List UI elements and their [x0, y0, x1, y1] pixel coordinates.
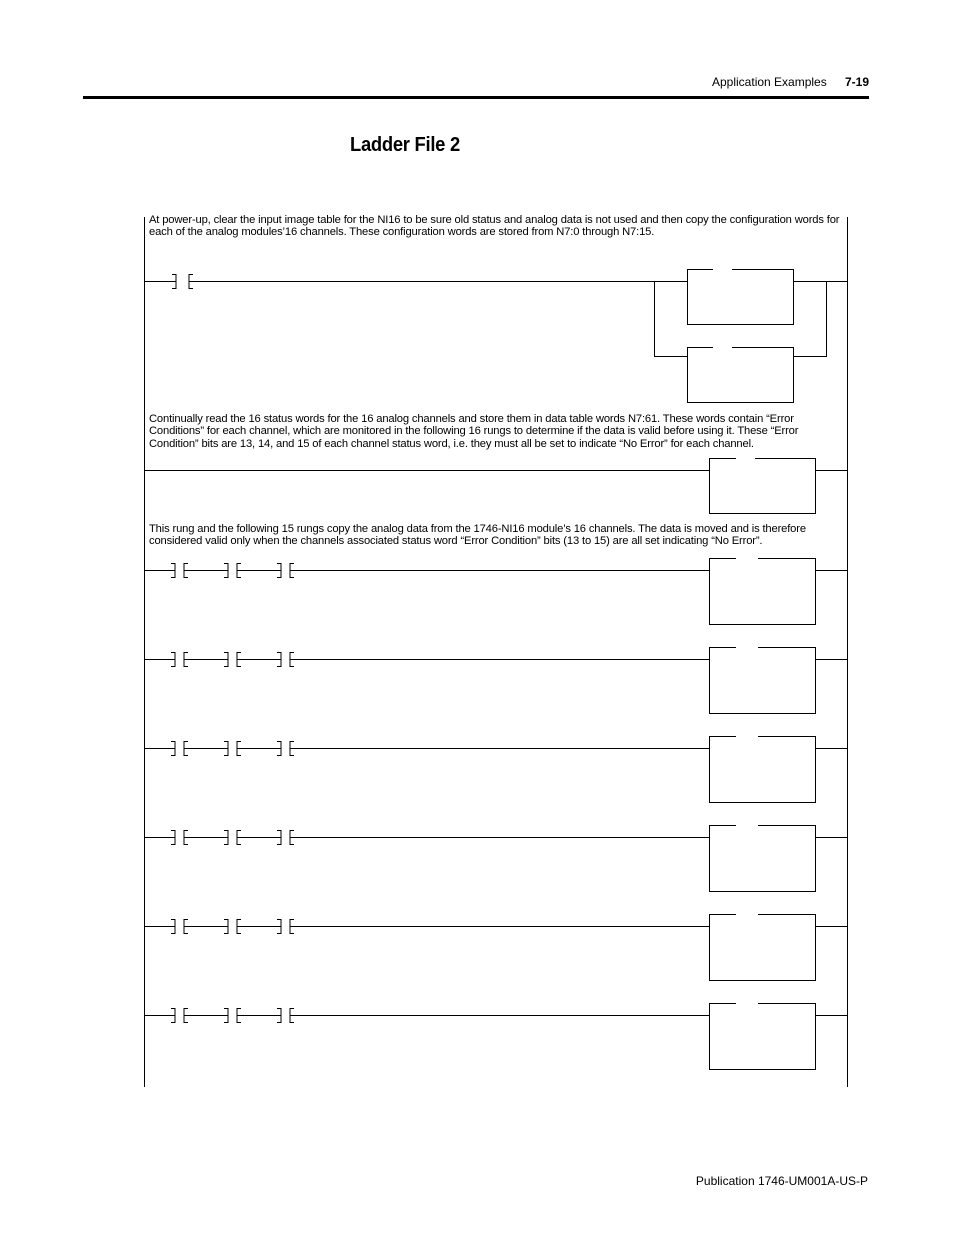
instruction-box	[710, 1004, 816, 1070]
publication-footer: Publication 1746-UM001A-US-P	[695, 1174, 868, 1188]
rung-2	[144, 559, 847, 625]
instruction-box	[710, 648, 816, 714]
instruction-box	[710, 459, 816, 514]
rung-0	[144, 270, 847, 403]
rung-5	[144, 826, 847, 892]
instruction-box	[710, 559, 816, 625]
rung-comment-2: Continually read the 16 status words for the 16 analog channels and store them in data table words N7:61. These words contain “Error Conditions” for each channel, which are monitored in the following 16 rungs to determine if the data is valid before using it. These “Error Condition” bits are 13, 14, and 15 of each channel status word, i.e. they must all be set to indicate “No Error” for each channel.	[149, 413, 799, 450]
instruction-box	[710, 737, 816, 803]
page-title: Ladder File 2	[350, 134, 460, 156]
data-move-rungs	[144, 559, 847, 1070]
rung-3	[144, 648, 847, 714]
instruction-box	[688, 348, 794, 403]
instruction-box	[710, 826, 816, 892]
instruction-box	[710, 915, 816, 981]
rung-1	[144, 459, 847, 514]
rung-6	[144, 915, 847, 981]
rung-comment-3: This rung and the following 15 rungs copy the analog data from the 1746-NI16 module’s 16 channels. The data is moved and is therefore considered valid only when the channels associated status word “Error Condition” bits (13 to 15) are all set indicating “No Error”.	[149, 523, 806, 548]
rung-comment-1: At power-up, clear the input image table for the NI16 to be sure old status and analog data is not used and then copy the configuration words for each of the analog modules’16 channels. These configuration words are stored from N7:0 through N7:15.	[149, 214, 840, 239]
running-header-section: Application Examples	[712, 75, 827, 89]
instruction-box	[688, 270, 794, 325]
running-header-page-number: 7-19	[845, 75, 870, 89]
rung-4	[144, 737, 847, 803]
rung-7	[144, 1004, 847, 1070]
